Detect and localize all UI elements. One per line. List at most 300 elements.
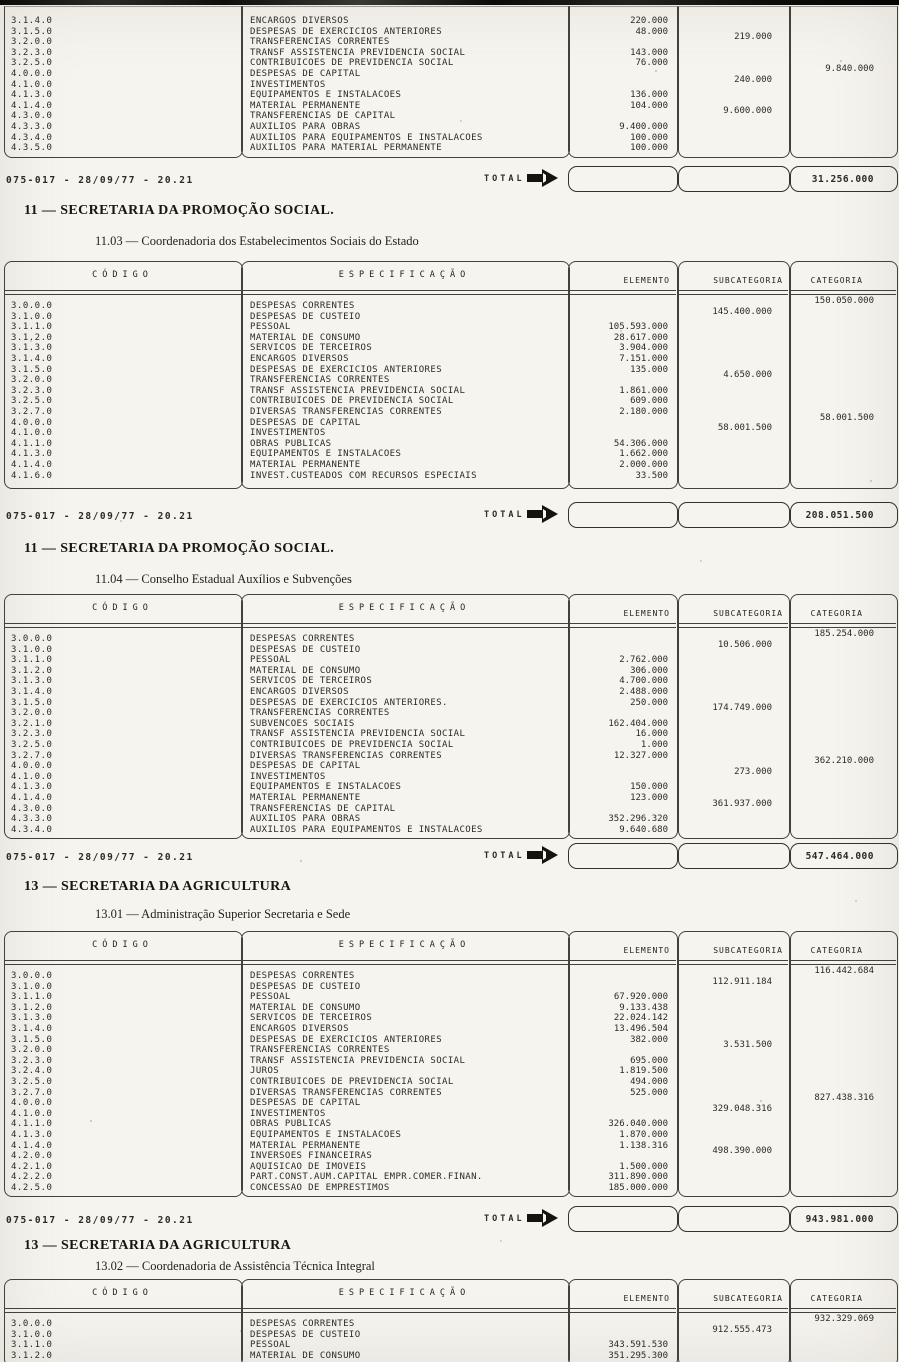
code-cell: 4.1.3.0 xyxy=(11,449,53,460)
code-cell: 4.1.0.0 xyxy=(11,771,53,782)
code-cell: 4.3.0.0 xyxy=(11,111,53,122)
code-cell: 3.2.3.0 xyxy=(11,1055,53,1066)
spec-cell: AUXILIOS PARA EQUIPAMENTOS E INSTALACOES xyxy=(250,132,483,143)
elemento-cell: 150.000 xyxy=(630,782,668,793)
spec-cell: ENCARGOS DIVERSOS xyxy=(250,16,349,26)
column-header-categoria: CATEGORIA xyxy=(810,609,863,618)
categoria-cell: 9.840.000 xyxy=(825,63,874,74)
spec-cell: MATERIAL PERMANENTE xyxy=(250,100,361,111)
elemento-cell: 105.593.000 xyxy=(608,322,668,333)
spec-cell: OBRAS PUBLICAS xyxy=(250,438,332,449)
code-cell: 4.1.1.0 xyxy=(11,438,53,449)
elemento-cell: 135.000 xyxy=(630,364,668,375)
total-arrow-icon xyxy=(527,1208,561,1228)
table-rows xyxy=(0,16,899,154)
spec-cell: CONTRIBUICOES DE PREVIDENCIA SOCIAL xyxy=(250,1076,454,1087)
column-header-elemento: ELEMENTO xyxy=(623,946,670,955)
spec-cell: ENCARGOS DIVERSOS xyxy=(250,353,349,364)
section-subtitle: 11.03 — Coordenadoria dos Estabelecimentos Sociais do Estado xyxy=(95,234,419,248)
spec-cell: PESSOAL xyxy=(250,992,291,1003)
code-cell: 3.2.3.0 xyxy=(11,729,53,740)
table-row xyxy=(0,32,899,48)
column-header-codigo: CÓDIGO xyxy=(92,603,153,613)
spec-cell: CONTRIBUICOES DE PREVIDENCIA SOCIAL xyxy=(250,58,454,69)
table-row xyxy=(0,740,899,751)
spec-cell: INVERSOES FINANCEIRAS xyxy=(250,1151,373,1162)
code-cell: 4.1.4.0 xyxy=(11,1140,53,1151)
elemento-cell: 311.890.000 xyxy=(608,1172,668,1183)
section-subtitle: 13.01 — Administração Superior Secretaria e Sede xyxy=(95,907,351,921)
subcategoria-cell: 10.506.000 xyxy=(717,639,772,650)
total-row xyxy=(0,843,899,869)
header-rule xyxy=(568,623,676,628)
spec-cell: PESSOAL xyxy=(250,322,291,333)
total-value: 547.464.000 xyxy=(805,851,874,862)
spec-cell: CONTRIBUICOES DE PREVIDENCIA SOCIAL xyxy=(250,739,454,750)
code-cell: 3.2.0.0 xyxy=(11,375,53,386)
code-cell: 4.2.5.0 xyxy=(11,1182,53,1193)
header-rule xyxy=(790,290,896,295)
code-cell: 3.2.4.0 xyxy=(11,1066,53,1077)
total-elemento-box xyxy=(568,843,678,869)
spec-cell: DESPESAS DE CUSTEIO xyxy=(250,311,361,322)
elemento-cell: 1.138.316 xyxy=(619,1140,668,1151)
elemento-cell: 143.000 xyxy=(630,47,668,58)
table-row xyxy=(0,122,899,133)
subcategoria-cell: 174.749.000 xyxy=(712,703,772,714)
spec-cell: DIVERSAS TRANSFERENCIAS CORRENTES xyxy=(250,1087,443,1098)
report-reference: 075-017 - 28/09/77 - 20.21 xyxy=(6,511,194,522)
table-row xyxy=(0,1119,899,1130)
table-row xyxy=(0,1162,899,1173)
total-row xyxy=(0,1206,899,1232)
elemento-cell: 162.404.000 xyxy=(608,718,668,729)
elemento-cell: 67.920.000 xyxy=(613,992,668,1003)
scan-edge-artifact xyxy=(0,0,899,5)
header-rule xyxy=(568,1308,676,1313)
spec-cell: EQUIPAMENTOS E INSTALACOES xyxy=(250,90,402,101)
spec-cell: DESPESAS DE CAPITAL xyxy=(250,68,361,79)
column-header-especificacao: ESPECIFICAÇÃO xyxy=(338,603,471,613)
code-cell: 3.1.3.0 xyxy=(11,1013,53,1024)
table-row xyxy=(0,1024,899,1035)
section-subtitle: 13.02 — Coordenadoria de Assistência Técnica Integral xyxy=(95,1259,375,1273)
spec-cell: DESPESAS CORRENTES xyxy=(250,301,355,311)
code-cell: 3.1.2.0 xyxy=(11,332,53,343)
elemento-cell: 12.327.000 xyxy=(613,750,668,761)
spec-cell: TRANSFERENCIAS CORRENTES xyxy=(250,37,390,48)
code-cell: 4.2.0.0 xyxy=(11,1151,53,1162)
column-header-especificacao: ESPECIFICAÇÃO xyxy=(338,1288,471,1298)
budget-table xyxy=(0,931,899,1197)
column-header-subcategoria: SUBCATEGORIA xyxy=(713,1294,783,1303)
header-rule xyxy=(568,960,676,965)
table-row xyxy=(0,655,899,666)
code-cell: 3.0.0.0 xyxy=(11,1319,53,1329)
header-rule xyxy=(241,1308,568,1313)
code-cell: 3.1.4.0 xyxy=(11,686,53,697)
spec-cell: SERVICOS DE TERCEIROS xyxy=(250,1013,373,1024)
spec-cell: DESPESAS DE CUSTEIO xyxy=(250,981,361,992)
spec-cell: AQUISICAO DE IMOVEIS xyxy=(250,1161,367,1172)
header-rule xyxy=(241,290,568,295)
table-row xyxy=(0,106,899,122)
header-rule xyxy=(678,290,788,295)
subcategoria-cell: 58.001.500 xyxy=(717,423,772,434)
elemento-cell: 220.000 xyxy=(630,16,668,26)
elemento-cell: 2.762.000 xyxy=(619,655,668,666)
code-cell: 4.1.0.0 xyxy=(11,1108,53,1119)
total-elemento-box xyxy=(568,1206,678,1232)
elemento-cell: 382.000 xyxy=(630,1034,668,1045)
spec-cell: INVEST.CUSTEADOS COM RECURSOS ESPECIAIS xyxy=(250,470,477,481)
elemento-cell: 695.000 xyxy=(630,1055,668,1066)
table-rows xyxy=(0,296,899,481)
table-row xyxy=(0,666,899,677)
header-rule xyxy=(568,290,676,295)
table-row xyxy=(0,703,899,719)
subcategoria-cell: 498.390.000 xyxy=(712,1146,772,1157)
table-row xyxy=(0,1066,899,1077)
column-header-especificacao: ESPECIFICAÇÃO xyxy=(338,270,471,280)
elemento-cell: 2.000.000 xyxy=(619,459,668,470)
code-cell: 3.2.1.0 xyxy=(11,718,53,729)
table-rows xyxy=(0,1314,899,1361)
report-reference: 075-017 - 28/09/77 - 20.21 xyxy=(6,852,194,863)
total-subcategoria-box xyxy=(678,843,790,869)
column-header-categoria: CATEGORIA xyxy=(810,1294,863,1303)
elemento-cell: 48.000 xyxy=(635,26,668,37)
spec-cell: EQUIPAMENTOS E INSTALACOES xyxy=(250,782,402,793)
table-row xyxy=(0,1172,899,1183)
code-cell: 4.0.0.0 xyxy=(11,1098,53,1109)
spec-cell: EQUIPAMENTOS E INSTALACOES xyxy=(250,1129,402,1140)
header-rule xyxy=(241,960,568,965)
spec-cell: SERVICOS DE TERCEIROS xyxy=(250,676,373,687)
spec-cell: EQUIPAMENTOS E INSTALACOES xyxy=(250,449,402,460)
total-subcategoria-box xyxy=(678,502,790,528)
code-cell: 4.0.0.0 xyxy=(11,417,53,428)
subcategoria-cell: 3.531.500 xyxy=(723,1040,772,1051)
elemento-cell: 9.640.680 xyxy=(619,824,668,835)
header-rule xyxy=(4,623,241,628)
spec-cell: AUXILIOS PARA OBRAS xyxy=(250,814,361,825)
code-cell: 3.1.4.0 xyxy=(11,16,53,26)
code-cell: 3.1.0.0 xyxy=(11,644,53,655)
column-header-categoria: CATEGORIA xyxy=(810,276,863,285)
code-cell: 4.3.0.0 xyxy=(11,803,53,814)
spec-cell: MATERIAL PERMANENTE xyxy=(250,459,361,470)
header-rule xyxy=(678,960,788,965)
subcategoria-cell: 219.000 xyxy=(734,32,772,43)
section-subtitle: 11.04 — Conselho Estadual Auxílios e Subvenções xyxy=(95,572,352,586)
spec-cell: DESPESAS DE CAPITAL xyxy=(250,417,361,428)
elemento-cell: 250.000 xyxy=(630,697,668,708)
table-row xyxy=(0,1056,899,1067)
elemento-cell: 1.819.500 xyxy=(619,1066,668,1077)
spec-cell: DESPESAS DE CAPITAL xyxy=(250,761,361,772)
code-cell: 4.1.1.0 xyxy=(11,1119,53,1130)
elemento-cell: 525.000 xyxy=(630,1087,668,1098)
table-rows xyxy=(0,629,899,835)
budget-table-continuation xyxy=(0,6,899,158)
code-cell: 3.1.5.0 xyxy=(11,1034,53,1045)
spec-cell: DESPESAS DE EXERCICIOS ANTERIORES xyxy=(250,1034,443,1045)
subcategoria-cell: 273.000 xyxy=(734,766,772,777)
column-header-codigo: CÓDIGO xyxy=(92,940,153,950)
spec-cell: DESPESAS CORRENTES xyxy=(250,1319,355,1329)
spec-cell: TRANSF ASSISTENCIA PREVIDENCIA SOCIAL xyxy=(250,385,466,396)
code-cell: 3.1.4.0 xyxy=(11,353,53,364)
table-row xyxy=(0,143,899,154)
code-cell: 4.1.4.0 xyxy=(11,100,53,111)
elemento-cell: 185.000.000 xyxy=(608,1182,668,1193)
table-row xyxy=(0,814,899,825)
column-header-codigo: CÓDIGO xyxy=(92,270,153,280)
spec-cell: INVESTIMENTOS xyxy=(250,771,326,782)
spec-cell: TRANSFERENCIAS CORRENTES xyxy=(250,1045,390,1056)
code-cell: 3.1.0.0 xyxy=(11,311,53,322)
header-rule xyxy=(4,1308,241,1313)
budget-table xyxy=(0,594,899,839)
spec-cell: DESPESAS DE EXERCICIOS ANTERIORES xyxy=(250,26,443,37)
table-row xyxy=(0,449,899,460)
table-row xyxy=(0,370,899,386)
header-rule xyxy=(790,960,896,965)
code-cell: 3.0.0.0 xyxy=(11,301,53,311)
code-cell: 3.1.2.0 xyxy=(11,665,53,676)
column-header-categoria: CATEGORIA xyxy=(810,946,863,955)
code-cell: 3.1.2.0 xyxy=(11,1350,53,1361)
total-label: TOTAL xyxy=(484,510,525,520)
categoria-cell: 185.254.000 xyxy=(814,629,874,639)
table-row xyxy=(0,354,899,365)
code-cell: 3.2.5.0 xyxy=(11,1076,53,1087)
table-row xyxy=(0,407,899,418)
table-row xyxy=(0,439,899,450)
spec-cell: TRANSF ASSISTENCIA PREVIDENCIA SOCIAL xyxy=(250,47,466,58)
elemento-cell: 2.488.000 xyxy=(619,686,668,697)
spec-cell: MATERIAL DE CONSUMO xyxy=(250,1002,361,1013)
spec-cell: CONCESSAO DE EMPRESTIMOS xyxy=(250,1182,390,1193)
code-cell: 4.3.4.0 xyxy=(11,132,53,143)
code-cell: 4.1.0.0 xyxy=(11,428,53,439)
section-title: 11 — SECRETARIA DA PROMOÇÃO SOCIAL. xyxy=(24,541,335,556)
header-rule xyxy=(4,960,241,965)
code-cell: 3.2.5.0 xyxy=(11,396,53,407)
elemento-cell: 100.000 xyxy=(630,132,668,143)
subcategoria-cell: 240.000 xyxy=(734,74,772,85)
subcategoria-cell: 112.911.184 xyxy=(712,976,772,987)
code-cell: 3.2.5.0 xyxy=(11,739,53,750)
table-row xyxy=(0,386,899,397)
subcategoria-cell: 329.048.316 xyxy=(712,1103,772,1114)
elemento-cell: 13.496.504 xyxy=(613,1023,668,1034)
spec-cell: TRANSF ASSISTENCIA PREVIDENCIA SOCIAL xyxy=(250,729,466,740)
elemento-cell: 28.617.000 xyxy=(613,332,668,343)
subcategoria-cell: 9.600.000 xyxy=(723,106,772,117)
elemento-cell: 33.500 xyxy=(635,470,668,481)
spec-cell: SUBVENCOES SOCIAIS xyxy=(250,718,355,729)
elemento-cell: 351.295.300 xyxy=(608,1350,668,1361)
code-cell: 4.1.4.0 xyxy=(11,792,53,803)
code-cell: 3.0.0.0 xyxy=(11,971,53,981)
total-label: TOTAL xyxy=(484,174,525,184)
spec-cell: ENCARGOS DIVERSOS xyxy=(250,1023,349,1034)
code-cell: 3.1.2.0 xyxy=(11,1002,53,1013)
code-cell: 3.2.7.0 xyxy=(11,1087,53,1098)
elemento-cell: 54.306.000 xyxy=(613,438,668,449)
code-cell: 3.1.1.0 xyxy=(11,992,53,1003)
header-rule xyxy=(678,623,788,628)
total-row xyxy=(0,502,899,528)
elemento-cell: 9.400.000 xyxy=(619,121,668,132)
table-row xyxy=(0,423,899,439)
spec-cell: DESPESAS DE CUSTEIO xyxy=(250,644,361,655)
spec-cell: TRANSFERENCIAS DE CAPITAL xyxy=(250,111,396,122)
code-cell: 3.2.3.0 xyxy=(11,47,53,58)
table-row xyxy=(0,1351,899,1362)
spec-cell: ENCARGOS DIVERSOS xyxy=(250,686,349,697)
subcategoria-cell: 912.555.473 xyxy=(712,1324,772,1335)
table-row xyxy=(0,90,899,101)
table-row xyxy=(0,74,899,91)
header-rule xyxy=(790,623,896,628)
code-cell: 3.2.7.0 xyxy=(11,406,53,417)
code-cell: 3.1.5.0 xyxy=(11,697,53,708)
spec-cell: OBRAS PUBLICAS xyxy=(250,1119,332,1130)
code-cell: 3.2.3.0 xyxy=(11,385,53,396)
categoria-cell: 150.050.000 xyxy=(814,296,874,306)
code-cell: 3.2.0.0 xyxy=(11,37,53,48)
spec-cell: AUXILIOS PARA OBRAS xyxy=(250,121,361,132)
code-cell: 3.1.1.0 xyxy=(11,1340,53,1351)
table-row xyxy=(0,687,899,698)
spec-cell: MATERIAL DE CONSUMO xyxy=(250,332,361,343)
elemento-cell: 306.000 xyxy=(630,665,668,676)
categoria-cell: 827.438.316 xyxy=(814,1093,874,1104)
code-cell: 4.0.0.0 xyxy=(11,68,53,79)
spec-cell: MATERIAL DE CONSUMO xyxy=(250,665,361,676)
table-row xyxy=(0,48,899,59)
elemento-cell: 4.700.000 xyxy=(619,676,668,687)
categoria-cell: 362.210.000 xyxy=(814,756,874,767)
table-row xyxy=(0,1077,899,1088)
budget-table xyxy=(0,261,899,489)
table-row xyxy=(0,1130,899,1141)
column-header-elemento: ELEMENTO xyxy=(623,609,670,618)
code-cell: 3.2.5.0 xyxy=(11,58,53,69)
spec-cell: TRANSFERENCIAS CORRENTES xyxy=(250,708,390,719)
code-cell: 3.2.0.0 xyxy=(11,708,53,719)
section-title: 13 — SECRETARIA DA AGRICULTURA xyxy=(24,879,292,894)
code-cell: 4.1.3.0 xyxy=(11,1129,53,1140)
code-cell: 3.1.0.0 xyxy=(11,1329,53,1340)
categoria-cell: 932.329.069 xyxy=(814,1314,874,1324)
section-title: 13 — SECRETARIA DA AGRICULTURA xyxy=(24,1238,292,1253)
total-label: TOTAL xyxy=(484,1214,525,1224)
table-row xyxy=(0,343,899,354)
header-rule xyxy=(678,1308,788,1313)
spec-cell: DIVERSAS TRANSFERENCIAS CORRENTES xyxy=(250,750,443,761)
spec-cell: INVESTIMENTOS xyxy=(250,428,326,439)
code-cell: 4.1.3.0 xyxy=(11,90,53,101)
table-row xyxy=(0,798,899,815)
table-row xyxy=(0,460,899,471)
table-row xyxy=(0,1013,899,1024)
elemento-cell: 2.180.000 xyxy=(619,406,668,417)
spec-cell: PESSOAL xyxy=(250,1340,291,1351)
elemento-cell: 1.870.000 xyxy=(619,1129,668,1140)
spec-cell: DESPESAS DE CUSTEIO xyxy=(250,1329,361,1340)
elemento-cell: 343.591.530 xyxy=(608,1340,668,1351)
table-row xyxy=(0,1183,899,1194)
categoria-cell: 116.442.684 xyxy=(814,966,874,976)
table-rows xyxy=(0,966,899,1193)
spec-cell: SERVICOS DE TERCEIROS xyxy=(250,343,373,354)
subcategoria-cell: 4.650.000 xyxy=(723,370,772,381)
spec-cell: PESSOAL xyxy=(250,655,291,666)
spec-cell: TRANSF ASSISTENCIA PREVIDENCIA SOCIAL xyxy=(250,1055,466,1066)
spec-cell: AUXILIOS PARA EQUIPAMENTOS E INSTALACOES xyxy=(250,824,483,835)
spec-cell: DESPESAS CORRENTES xyxy=(250,971,355,981)
elemento-cell: 7.151.000 xyxy=(619,353,668,364)
table-row xyxy=(0,1003,899,1014)
header-rule xyxy=(790,1308,896,1313)
code-cell: 3.1.0.0 xyxy=(11,981,53,992)
column-header-elemento: ELEMENTO xyxy=(623,276,670,285)
spec-cell: DESPESAS CORRENTES xyxy=(250,634,355,644)
table-row xyxy=(0,782,899,793)
spec-cell: DIVERSAS TRANSFERENCIAS CORRENTES xyxy=(250,406,443,417)
code-cell: 4.2.2.0 xyxy=(11,1172,53,1183)
code-cell: 3.1.5.0 xyxy=(11,364,53,375)
code-cell: 4.3.3.0 xyxy=(11,121,53,132)
table-row xyxy=(0,676,899,687)
column-header-elemento: ELEMENTO xyxy=(623,1294,670,1303)
code-cell: 4.0.0.0 xyxy=(11,761,53,772)
report-reference: 075-017 - 28/09/77 - 20.21 xyxy=(6,175,194,186)
spec-cell: DESPESAS DE EXERCICIOS ANTERIORES. xyxy=(250,697,448,708)
column-header-codigo: CÓDIGO xyxy=(92,1288,153,1298)
spec-cell: DESPESAS DE EXERCICIOS ANTERIORES xyxy=(250,364,443,375)
table-row xyxy=(0,729,899,740)
total-subcategoria-box xyxy=(678,166,790,192)
table-row xyxy=(0,992,899,1003)
column-header-subcategoria: SUBCATEGORIA xyxy=(713,946,783,955)
table-row xyxy=(0,16,899,27)
spec-cell: MATERIAL PERMANENTE xyxy=(250,1140,361,1151)
elemento-cell: 1.500.000 xyxy=(619,1161,668,1172)
spec-cell: CONTRIBUICOES DE PREVIDENCIA SOCIAL xyxy=(250,396,454,407)
code-cell: 4.3.5.0 xyxy=(11,143,53,154)
spec-cell: MATERIAL DE CONSUMO xyxy=(250,1350,361,1361)
spec-cell: JUROS xyxy=(250,1066,280,1077)
elemento-cell: 123.000 xyxy=(630,792,668,803)
table-row xyxy=(0,322,899,333)
table-row xyxy=(0,719,899,730)
table-row xyxy=(0,396,899,407)
header-rule xyxy=(241,623,568,628)
categoria-cell: 58.001.500 xyxy=(819,412,874,423)
spec-cell: INVESTIMENTOS xyxy=(250,1108,326,1119)
code-cell: 4.1.3.0 xyxy=(11,782,53,793)
code-cell: 3.1.4.0 xyxy=(11,1023,53,1034)
elemento-cell: 3.904.000 xyxy=(619,343,668,354)
elemento-cell: 16.000 xyxy=(635,729,668,740)
total-elemento-box xyxy=(568,166,678,192)
code-cell: 3.0.0.0 xyxy=(11,634,53,644)
